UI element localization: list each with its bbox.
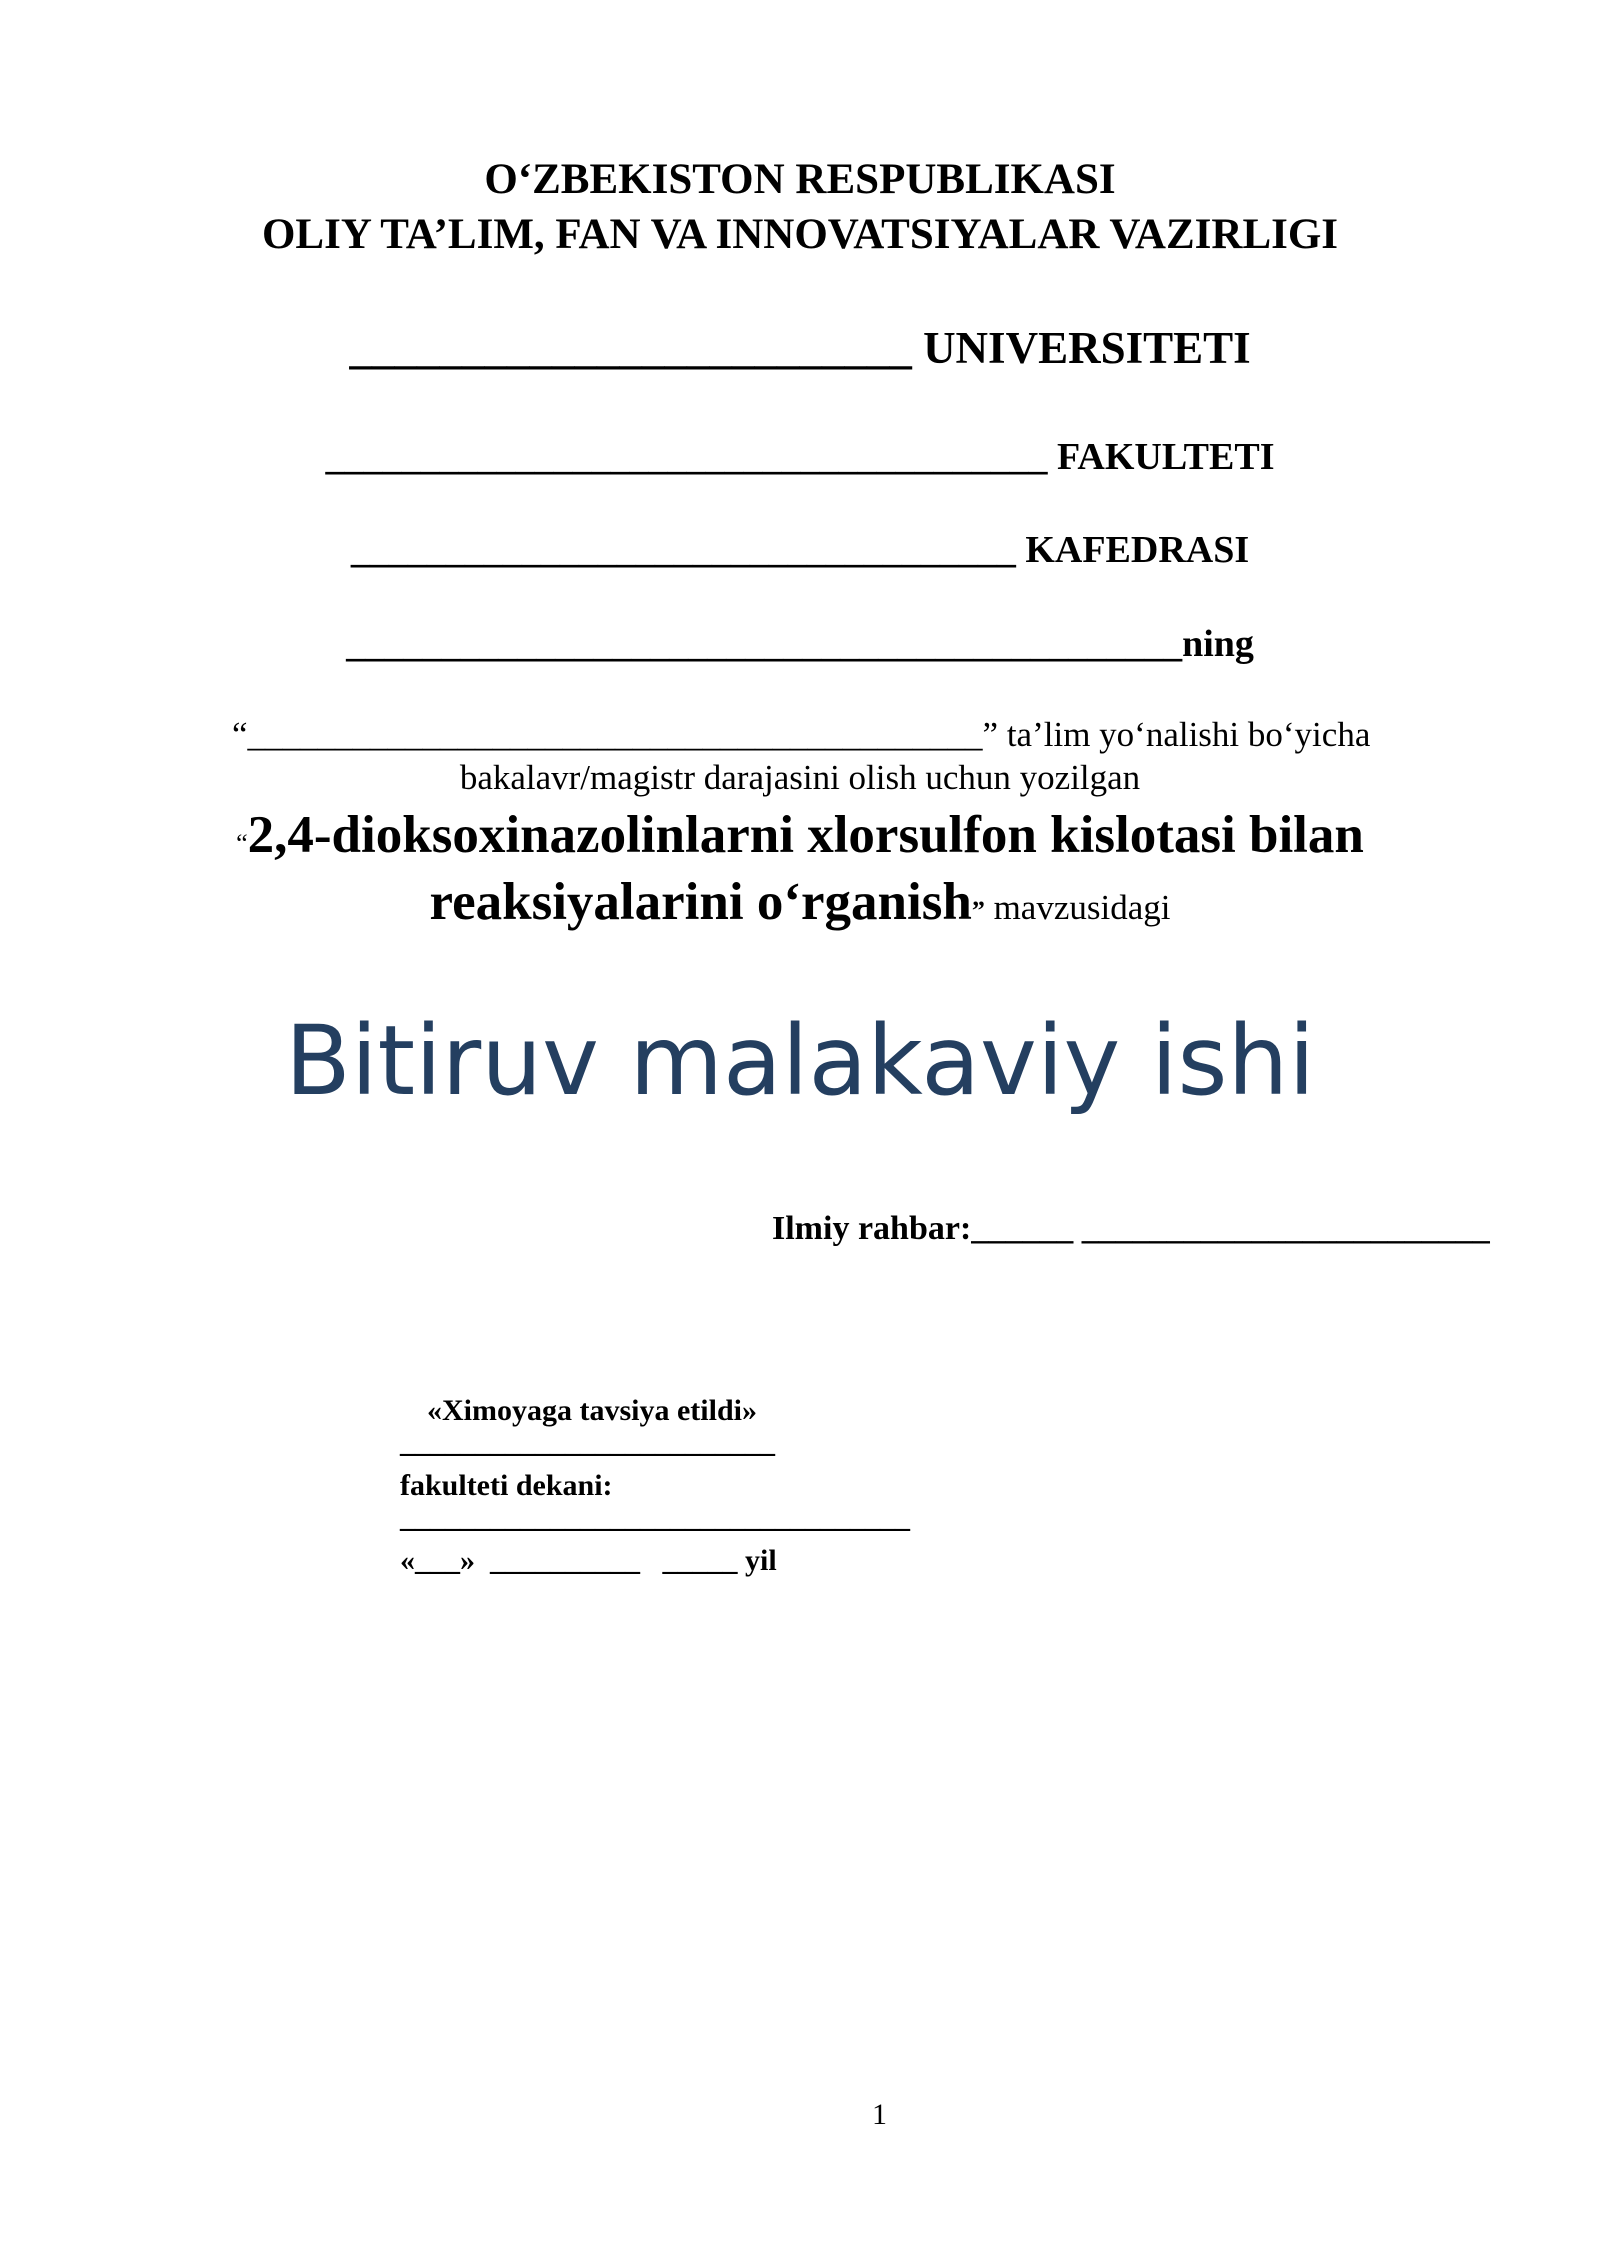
work-title: Bitiruv malakaviy ishi bbox=[284, 1005, 1316, 1117]
topic-line-2 bbox=[0, 872, 1600, 932]
approval-blank-2: __________________________________ bbox=[400, 1501, 910, 1534]
university-line bbox=[0, 322, 1600, 374]
topic-text-1: 2,4-dioksoxinazolinlarni xlorsulfon kislotasi bilan bbox=[247, 806, 1364, 864]
supervisor-label: Ilmiy rahbar: bbox=[772, 1210, 972, 1247]
approval-heading: «Ximoyaga tavsiya etildi» bbox=[427, 1394, 757, 1427]
faculty-line bbox=[0, 435, 1600, 479]
country-title: O‘ZBEKISTON RESPUBLIKASI bbox=[484, 156, 1116, 203]
dean-label: fakulteti dekani: bbox=[400, 1469, 613, 1502]
approval-blank-1: _________________________ bbox=[400, 1426, 775, 1459]
university-blank: _________________________ bbox=[349, 323, 912, 373]
supervisor-blank-2: ________________________ bbox=[1081, 1210, 1490, 1247]
date-open-quote: « bbox=[400, 1544, 415, 1577]
direction-blank: __________________________________________ bbox=[247, 715, 983, 754]
date-day-blank: ___ bbox=[415, 1544, 460, 1577]
ministry-title: OLIY TA’LIM, FAN VA INNOVATSIYALAR VAZIRLIGI bbox=[261, 211, 1339, 258]
faculty-blank: ______________________________________ bbox=[325, 436, 1048, 478]
date-year-blank: _____ bbox=[662, 1544, 738, 1577]
topic-text-2: reaksiyalarini o‘rganish bbox=[429, 873, 972, 931]
student-line bbox=[0, 622, 1600, 666]
topic-close-quote: ” bbox=[971, 896, 985, 925]
direction-text: ” ta’lim yo‘nalishi bo‘yicha bbox=[982, 715, 1371, 754]
supervisor-line bbox=[772, 1210, 1490, 1248]
date-month-blank: __________ bbox=[490, 1544, 640, 1577]
direction-open-quote: “ bbox=[232, 715, 248, 754]
date-close-quote: » bbox=[460, 1544, 475, 1577]
topic-suffix: mavzusidagi bbox=[984, 888, 1171, 927]
topic-line-1 bbox=[0, 805, 1600, 865]
department-line bbox=[0, 528, 1600, 572]
faculty-label: FAKULTETI bbox=[1047, 436, 1275, 478]
direction-line bbox=[232, 715, 1370, 755]
date-suffix: yil bbox=[737, 1544, 777, 1577]
university-label: UNIVERSITETI bbox=[911, 323, 1251, 373]
topic-open-quote: “ bbox=[236, 829, 248, 858]
student-blank: ____________________________________________ bbox=[346, 623, 1183, 665]
direction-subtitle: bakalavr/magistr darajasini olish uchun yozilgan bbox=[459, 758, 1141, 797]
page-number: 1 bbox=[872, 2098, 887, 2131]
department-label: KAFEDRASI bbox=[1015, 529, 1250, 571]
supervisor-blank-1: ______ bbox=[971, 1210, 1074, 1247]
approval-date bbox=[400, 1544, 777, 1578]
department-blank: ___________________________________ bbox=[350, 529, 1016, 571]
student-suffix: ning bbox=[1182, 623, 1254, 665]
